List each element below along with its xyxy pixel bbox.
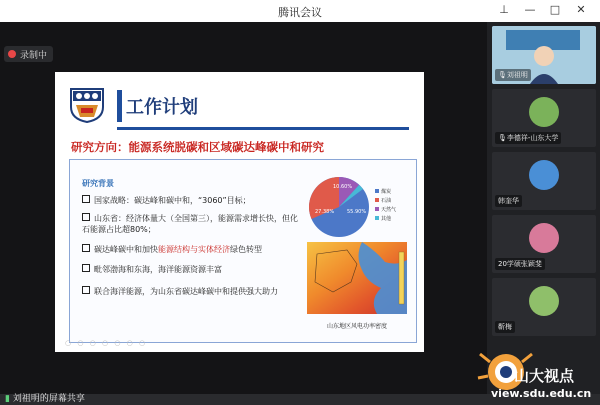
pin-icon[interactable]: ⊥ [499,3,509,16]
participant-name: 🎙李德祥-山东大学 [495,132,561,144]
watermark-text: 山大视点 [514,367,575,385]
legend-label: 石油 [381,198,392,204]
legend-swatch [375,198,379,202]
participant-tile[interactable] [492,152,596,210]
mic-icon: ▮ [5,394,10,404]
checkbox-bullet-icon [82,286,90,294]
bullet-item: 联合海洋能源，为山东省碳达峰碳中和提供强大助力 [82,286,304,297]
checkbox-bullet-icon [82,195,90,203]
research-direction: 研究方向：能源系统脱碳和区域碳达峰碳中和研究 [71,140,324,154]
bullet-item: 毗邻渤海和东海，海洋能源资源丰富 [82,264,304,275]
pie-label: 27.38% [315,209,335,215]
legend-label: 煤炭 [381,189,392,195]
mic-icon: 🎙 [498,71,507,79]
legend-label: 其他 [381,216,392,222]
legend-swatch [375,216,379,220]
avatar [529,286,559,316]
minimize-icon[interactable]: — [524,3,536,16]
avatar [529,97,559,127]
legend-label: 天然气 [381,207,397,213]
title-accent-bar [117,90,122,122]
recording-label: 录制中 [20,50,48,61]
map-caption: 山东地区风电功率密度 [326,323,387,330]
participant-tile[interactable] [492,278,596,336]
title-divider [117,127,409,130]
watermark-url: view.sdu.edu.cn [491,387,592,400]
slide-title: 工作计划 [126,97,198,118]
checkbox-bullet-icon [82,264,90,272]
screen-share-label: ▮ 刘祖明的屏幕共享 [5,394,85,404]
legend-swatch [375,189,379,193]
avatar [529,223,559,253]
title-bar [0,0,600,23]
slide-pager[interactable]: ○ ○ ○ ○ ○ ○ ○ [65,339,148,347]
checkbox-bullet-icon [82,213,90,221]
legend-swatch [375,207,379,211]
record-dot-icon [8,50,16,58]
bullet-item: 山东省：经济体量大（全国第三），能源需求增长快，但化石能源占比超80%； [82,214,298,234]
participant-name: 靳梅 [495,321,515,333]
bullet-item: 国家战略：碳达峰和碳中和，“3060”目标； [82,195,304,206]
maximize-icon[interactable]: □ [549,3,561,16]
avatar [529,160,559,190]
close-icon[interactable]: ✕ [576,3,586,16]
participant-tile[interactable] [492,215,596,273]
participant-name: 20学硕张颖斐 [495,258,545,270]
participant-tile[interactable] [492,89,596,147]
energy-pie-chart [307,173,407,243]
mic-icon: 🎙 [498,134,507,142]
bullet-item: 碳达峰碳中和加快能源结构与实体经济绿色转型 [82,244,304,255]
recording-indicator[interactable] [4,46,53,62]
participant-tile[interactable] [492,26,596,84]
participant-name: 韩奎华 [495,195,522,207]
checkbox-bullet-icon [82,244,90,252]
pie-label: 55.90% [347,209,367,215]
background-heading: 研究背景 [82,179,114,188]
pie-label: 10.60% [333,184,353,190]
participant-name: 🎙刘祖明 [495,69,531,81]
window-title: 腾讯会议 [278,6,322,19]
university-logo-icon [69,87,105,123]
wind-power-density-map [307,242,407,314]
